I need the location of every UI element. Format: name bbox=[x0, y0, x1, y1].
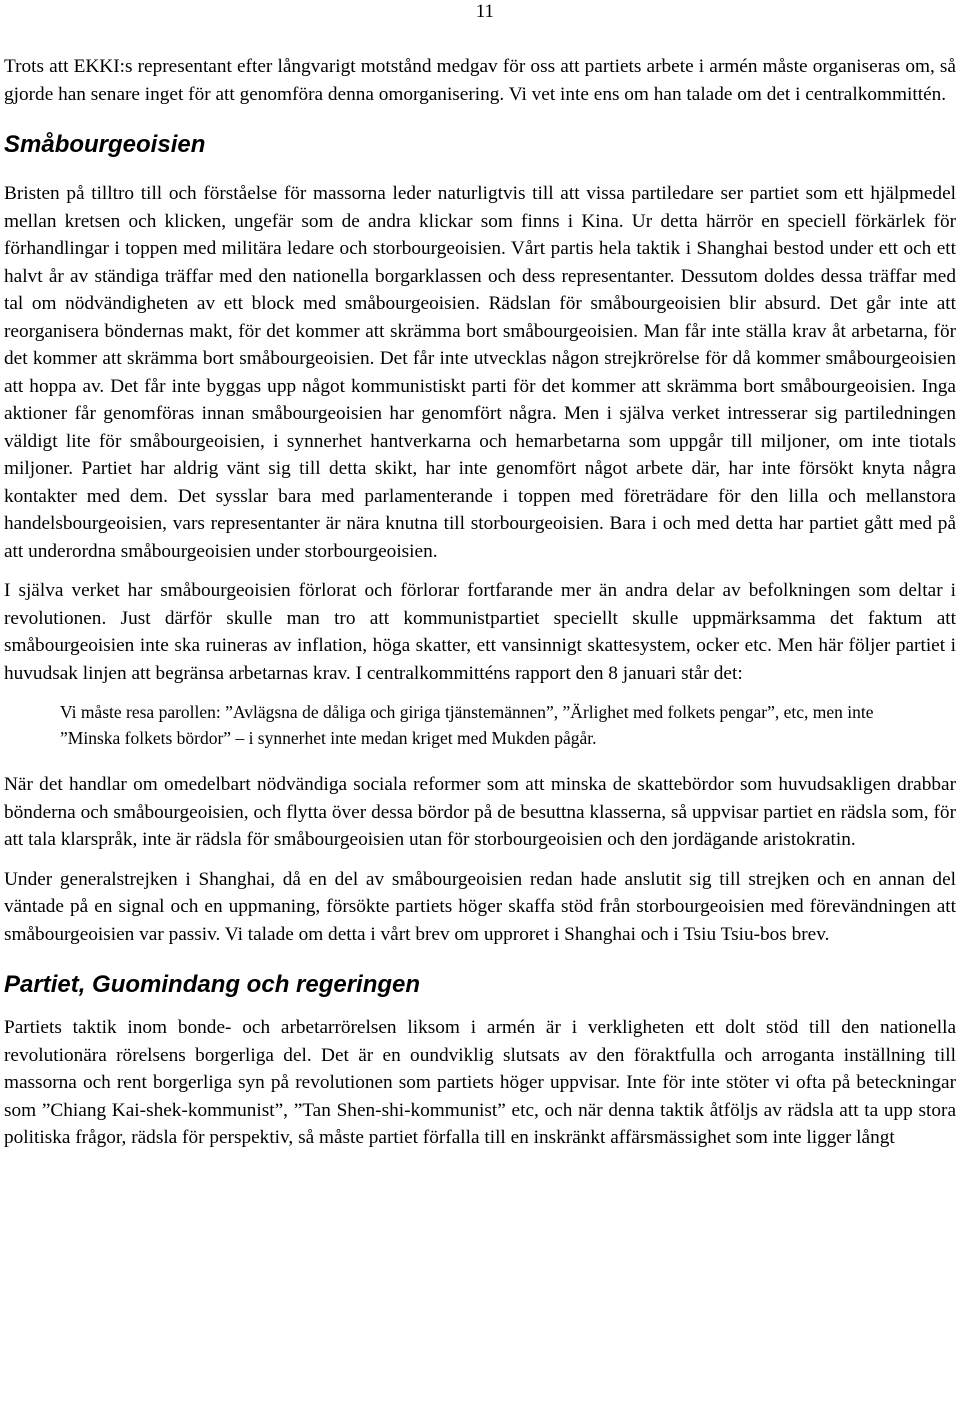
paragraph-smabourgeoisien-1: Bristen på tilltro till och förståelse för massorna leder naturligtvis till att vissa partiledare ser partiet som ett hjälpmedel mellan kretsen och klicken, ungefär som de andra klickar som finns i Kina. Ur detta härrör en speciell förkärlek för förhandlingar i toppen med militära ledare och storbourgeoisien. Vårt partis hela taktik i Shanghai bestod under ett och ett halvt år av ständiga träffar med den nationella borgarklassen och dess representanter. Dessutom doldes dessa träffar med tal om nödvändigheten av ett block med småbourgeoisien. Rädslan för småbourgeoisien blir absurd. Det går inte att reorganisera böndernas makt, för det kommer att skrämma bort småbourgeoisien. Man får inte ställa krav åt arbetarna, för det kommer att skrämma bort småbourgeoisien. Det får inte utvecklas någon strejkrörelse för då kommer småbourgeoisien att hoppa av. Det får inte byggas upp något kommunistiskt parti för det kommer att skrämma bort småbourgeoisien. Inga aktioner får genomföras innan småbourgeoisien har genomfört några. Men i själva verket intresserar sig partiledningen väldigt lite för småbourgeoisien, i synnerhet hantverkarna och hemarbetarna som uppgår till miljoner, om inte tiotals miljoner. Partiet har aldrig vänt sig till detta skikt, har inte genomfört något arbete där, har inte försökt knyta några kontakter med dem. Det sysslar bara med parlamenterande i toppen med företrädare för den lilla och mellanstora handelsbourgeoisien, vars representanter är nära knutna till storbourgeoisien. Bara i och med detta har partiet gått med på att underordna småbourgeoisien under storbourgeoisien. bbox=[4, 183, 956, 562]
paragraph-smabourgeoisien-4: Under generalstrejken i Shanghai, då en del av småbourgeoisien redan hade anslutit sig till strejken och en annan del väntade på en signal och en uppmaning, försökte partiets höger skaffa stöd från storbourgeoisien med förevändningen att småbourgeoisien var passiv. Vi talade om detta i vårt brev om upproret i Shanghai och i Tsiu Tsiu-bos brev. bbox=[4, 868, 956, 945]
paragraph-partiet-1: Partiets taktik inom bonde- och arbetarrörelsen liksom i armén är i verkligheten ett dolt stöd till den nationella revolutionära rörelsens borgerliga del. Det är en oundviklig slutsats av den föraktfulla och arroganta inställning till massorna och rent borgerliga syn på revolutionen som partiets höger uppvisar. Inte för inte stöter vi ofta på beteckningar som ”Chiang Kai-shek-kommunist”, ”Tan Shen-shi-kommunist” etc, och när denna taktik åtföljs av rädsla att ta upp stora politiska frågor, rädsla för perspektiv, så måste partiet förfalla till en inskränkt affärsmässighet som inte ligger långt bbox=[4, 1017, 956, 1148]
heading-smabourgeoisien: Småbourgeoisien bbox=[4, 131, 206, 158]
paragraph-intro: Trots att EKKI:s representant efter långvarigt motstånd medgav för oss att partiets arbete i armén måste organiseras om, så gjorde han senare inget för att genomföra denna omorganisering. Vi vet inte ens om han talade om det i centralkommittén. bbox=[4, 56, 956, 105]
paragraph-smabourgeoisien-2: I själva verket har småbourgeoisien förlorat och förlorar fortfarande mer än andra delar av befolkningen som deltar i revolutionen. Just därför skulle man tro att kommunistpartiet speciellt skulle uppmärksamma det faktum att småbourgeoisien inte ska ruineras av inflation, höga skatter, ett vansinnigt skattesystem, ocker etc. Men här följer partiet i huvudsak linjen att begränsa arbetarnas krav. I centralkommitténs rapport den 8 januari står det: bbox=[4, 580, 956, 684]
heading-partiet-guomindang: Partiet, Guomindang och regeringen bbox=[4, 971, 421, 998]
paragraph-smabourgeoisien-3: När det handlar om omedelbart nödvändiga sociala reformer som att minska de skattebördor som huvudsakligen drabbar bönderna och småbourgeoisien, och flytta över dessa bördor på de besuttna klasserna, så uppvisar partiet en rädsla som, för att tala klarspråk, inte är rädsla för småbourgeoisien utan för storbourgeoisien och den jordägande aristokratin. bbox=[4, 774, 956, 850]
block-quote: Vi måste resa parollen: ”Avlägsna de dåliga och giriga tjänstemännen”, ”Ärlighet med folkets pengar”, etc, men inte ”Minska folkets bördor” – i synnerhet inte medan kriget med Mukden pågår. bbox=[60, 702, 874, 748]
page-number: 11 bbox=[475, 1, 494, 22]
document-body bbox=[4, 53, 956, 1152]
